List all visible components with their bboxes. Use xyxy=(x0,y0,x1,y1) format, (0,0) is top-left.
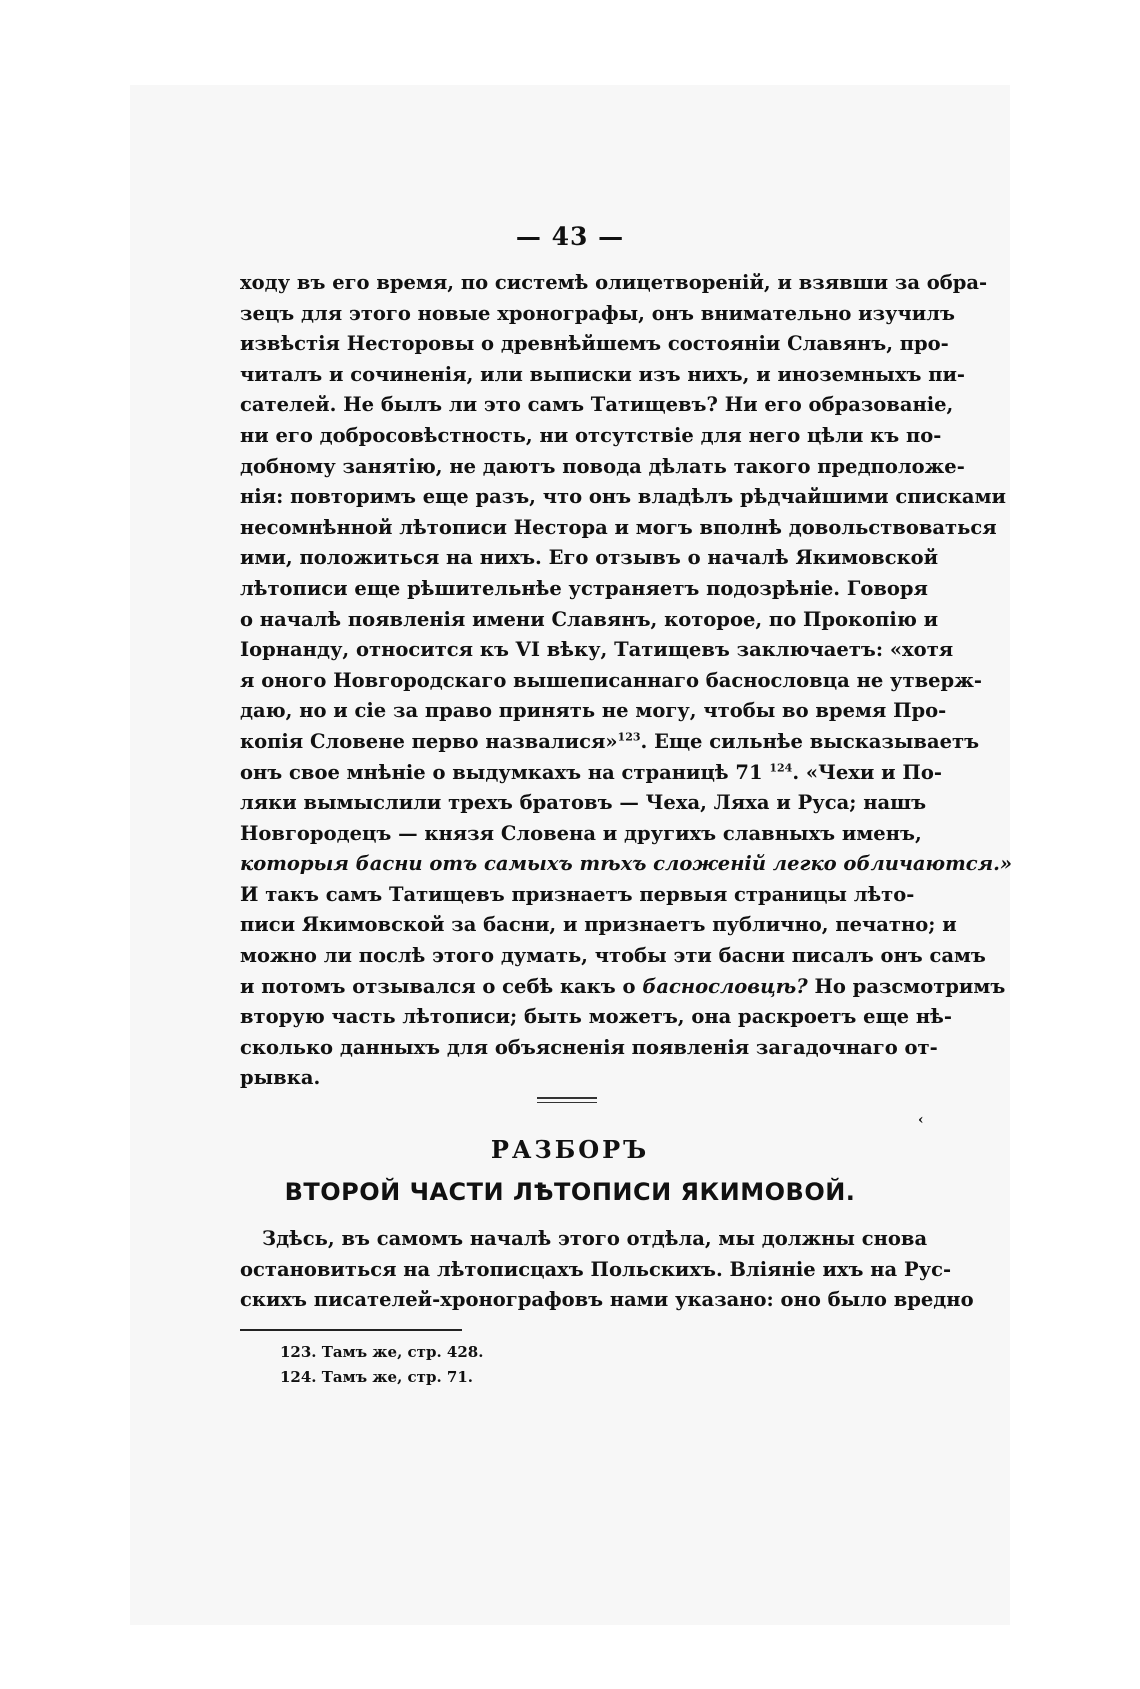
text-line: рывка. xyxy=(240,1066,321,1090)
italic-word: баснословцѣ? xyxy=(642,974,808,998)
text-line: скихъ писателей-хронографовъ нами указано: оно было вредно xyxy=(240,1288,974,1312)
text-line xyxy=(240,972,1006,1003)
footnotes xyxy=(280,1340,483,1390)
text-line: даю, но и сіе за право принять не могу, чтобы во время Про- xyxy=(240,699,947,723)
footnote-ref[interactable]: 124 xyxy=(769,761,793,774)
text-line-with-footnote-ref xyxy=(240,758,942,789)
footnote-rule xyxy=(240,1329,462,1331)
page-number: — 43 — xyxy=(515,222,625,251)
text-line: лѣтописи еще рѣшительнѣе устраняетъ подозрѣніе. Говоря xyxy=(240,576,928,600)
text-line: можно ли послѣ этого думать, чтобы эти басни писалъ онъ самъ xyxy=(240,944,986,968)
text-line: ни его добросовѣстность, ни отсутствіе для него цѣли къ по- xyxy=(240,423,942,447)
text-segment: онъ свое мнѣніе о выдумкахъ на страницѣ 71 xyxy=(240,760,763,784)
text-line: Іорнанду, относится къ VI вѣку, Татищевъ заключаетъ: «хотя xyxy=(240,638,954,662)
text-line: сателей. Не былъ ли это самъ Татищевъ? Ни его образованіе, xyxy=(240,393,954,417)
text-line-italic: которыя басни отъ самыхъ тѣхъ сложеній легко обличаются.» xyxy=(240,852,1013,876)
text-segment: . Еще сильнѣе высказываетъ xyxy=(640,729,980,753)
footnote-123: 123. Тамъ же, стр. 428. xyxy=(280,1343,484,1361)
text-line: Здѣсь, въ самомъ началѣ этого отдѣла, мы должны снова xyxy=(262,1227,928,1250)
footnote-124: 124. Тамъ же, стр. 71. xyxy=(280,1368,473,1386)
text-line: ходу въ его время, по системѣ олицетвореній, и взявши за обра- xyxy=(240,271,988,294)
text-line: несомнѣнной лѣтописи Нестора и могъ вполнѣ довольствоваться xyxy=(240,515,997,539)
stray-print-mark: ‹ xyxy=(918,1112,924,1128)
text-line: добному занятію, не даютъ повода дѣлать такого предположе- xyxy=(240,454,965,478)
text-line: сколько данныхъ для объясненія появленія загадочнаго от- xyxy=(240,1035,938,1059)
text-line: зецъ для этого новые хронографы, онъ внимательно изучилъ xyxy=(240,301,955,325)
text-line: Новгородецъ — князя Словена и другихъ славныхъ именъ, xyxy=(240,821,922,845)
text-line: И такъ самъ Татищевъ признаетъ первыя страницы лѣто- xyxy=(240,882,915,906)
text-line: читалъ и сочиненія, или выписки изъ нихъ, и иноземныхъ пи- xyxy=(240,362,966,386)
text-line: остановиться на лѣтописцахъ Польскихъ. Вліяніе ихъ на Рус- xyxy=(240,1257,952,1281)
text-segment: Но разсмотримъ xyxy=(807,974,1006,998)
text-line: нія: повторимъ еще разъ, что онъ владѣлъ рѣдчайшими списками xyxy=(240,485,1006,509)
text-line: писи Якимовской за басни, и признаетъ публично, печатно; и xyxy=(240,913,957,937)
section-title: РАЗБОРЪ xyxy=(490,1135,650,1164)
footnote-ref[interactable]: 123 xyxy=(617,730,641,744)
text-line: вторую часть лѣтописи; быть можетъ, она раскроетъ еще нѣ- xyxy=(240,1005,952,1029)
section-body-text xyxy=(240,1224,974,1316)
text-segment: . «Чехи и По- xyxy=(792,760,942,784)
text-segment: копія Словене перво назвалися» xyxy=(240,729,618,753)
section-divider-ornament xyxy=(537,1097,597,1103)
body-text xyxy=(240,268,1013,1094)
section-subtitle: ВТОРОЙ ЧАСТИ ЛѢТОПИСИ ЯКИМОВОЙ. xyxy=(284,1178,856,1206)
text-segment: и потомъ отзывался о себѣ какъ о xyxy=(240,974,636,998)
text-line: ляки вымыслили трехъ братовъ — Чеха, Ляха и Руса; нашъ xyxy=(240,791,927,815)
text-line: ими, положиться на нихъ. Его отзывъ о началѣ Якимовской xyxy=(240,546,939,570)
text-line: я оного Новгородскаго вышеписаннаго баснословца не утверж- xyxy=(240,668,982,692)
text-line: о началѣ появленія имени Славянъ, которое, по Прокопію и xyxy=(240,607,939,631)
text-line: извѣстія Несторовы о древнѣйшемъ состояніи Славянъ, про- xyxy=(240,332,949,356)
text-line-with-footnote-ref xyxy=(240,727,980,758)
